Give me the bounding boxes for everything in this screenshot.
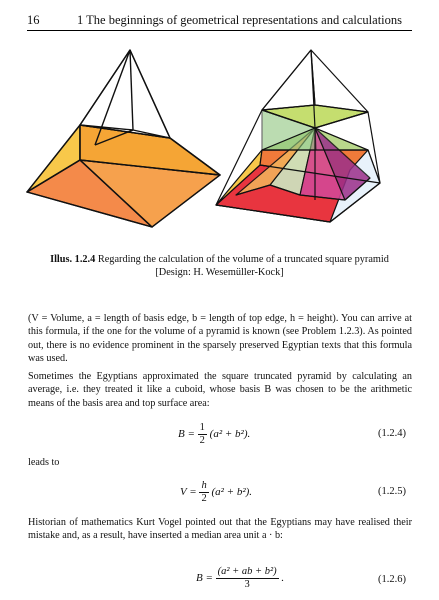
page-number: 16	[27, 13, 40, 27]
fraction-denominator: 2	[199, 435, 205, 446]
equation-number: (1.2.5)	[378, 486, 406, 497]
fraction-numerator: (a² + ab + b²)	[217, 566, 277, 577]
equation-1-2-6	[28, 564, 412, 598]
right-pyramid	[216, 50, 380, 222]
paragraph-leads-to: leads to	[28, 457, 60, 468]
fraction-numerator: h	[201, 480, 207, 491]
caption-text: Regarding the calculation of the volume of a truncated square pyramid	[97, 254, 389, 265]
equation-lhs: V =	[180, 486, 197, 499]
paragraph-vogel: Historian of mathematics Kurt Vogel pointed out that the Egyptians may have realised their mistake and, as a result, have inserted a median area unit a · b:	[28, 517, 412, 542]
equation-lhs: B =	[178, 428, 195, 441]
header-rule	[27, 30, 412, 31]
chapter-title: 1 The beginnings of geometrical representations and calculations	[77, 13, 403, 27]
equation-rhs: .	[281, 572, 285, 585]
equation-number: (1.2.4)	[378, 428, 406, 439]
equation-lhs: B =	[196, 572, 213, 585]
figure-caption	[28, 253, 411, 279]
equation-fraction	[198, 422, 207, 447]
pyramid-illustration	[0, 40, 439, 245]
equation-number: (1.2.6)	[378, 574, 406, 585]
caption-credit: [Design: H. Wesemüller-Kock]	[155, 267, 284, 278]
equation-1-2-5	[28, 476, 412, 510]
left-pyramid	[27, 50, 220, 227]
fraction-numerator: 1	[199, 422, 205, 433]
fraction-denominator: 2	[201, 493, 207, 504]
equation-rhs: (a² + b²).	[209, 428, 251, 441]
caption-label: Illus. 1.2.4	[50, 254, 96, 265]
equation-fraction	[216, 566, 279, 591]
fraction-denominator: 3	[244, 579, 250, 590]
equation-1-2-4	[28, 418, 412, 452]
equation-rhs: (a² + b²).	[211, 486, 253, 499]
equation-fraction	[199, 480, 208, 505]
paragraph-approximation: Sometimes the Egyptians approximated the square truncated pyramid by calculating an average, i.e. they treated it like a cuboid, whose basis B was chosen to be the arithmetic means of the basis area and top surface area:	[28, 371, 412, 409]
paragraph-definitions: (V = Volume, a = length of basis edge, b = length of top edge, h = height). You can arrive at this formula, if the one for the volume of a pyramid is known (see Problem 1.2.3). As pointed out, there is no evidence prominent in the sparsely preserved Egyptian texts that this formula was used.	[28, 313, 412, 364]
